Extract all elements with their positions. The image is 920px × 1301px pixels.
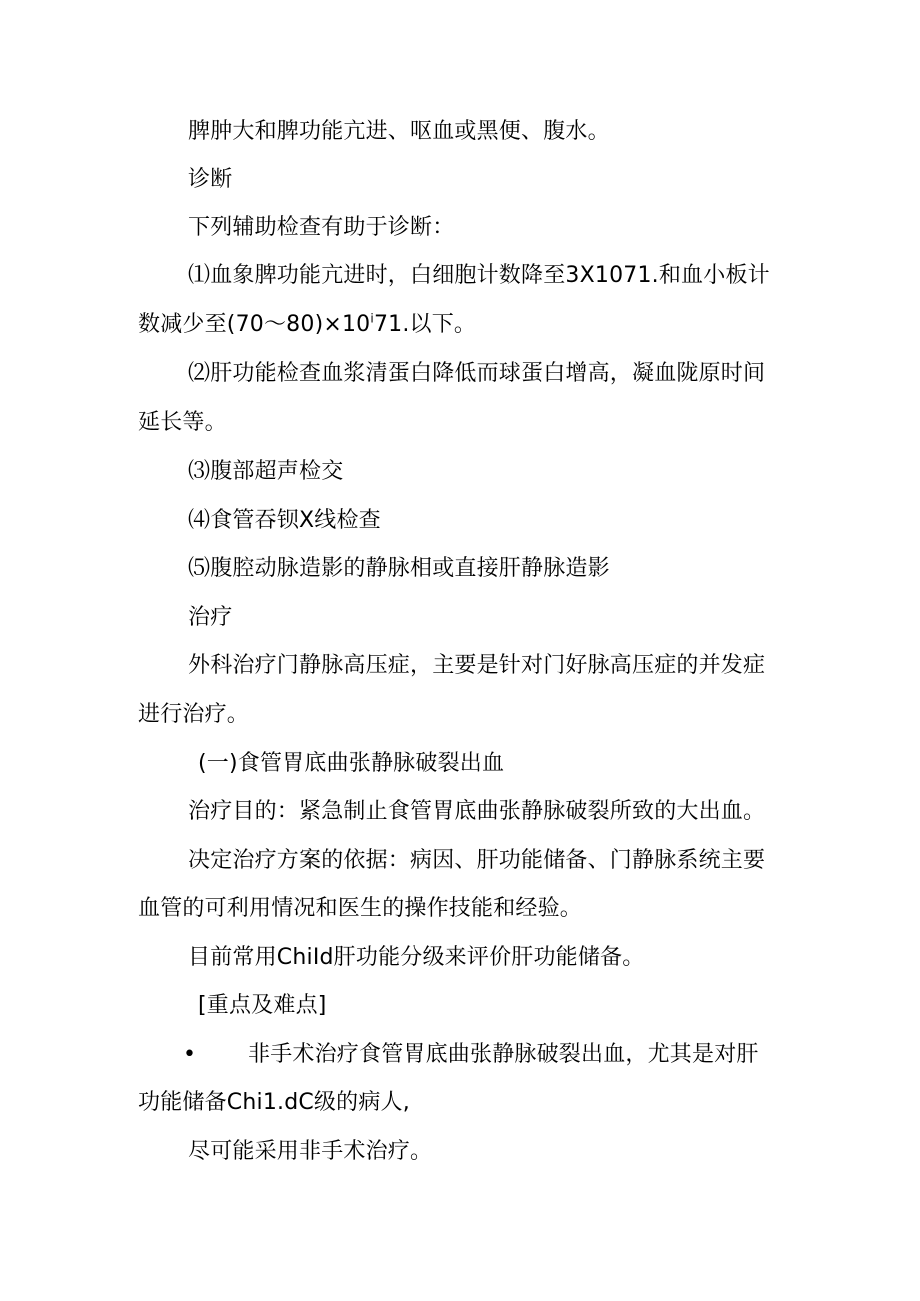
paragraph-surgical-treatment-line-1: 外科治疗门静脉高压症，主要是针对门好脉高压症的并发症 (188, 653, 766, 678)
paragraph-aux-exams-intro: 下列辅助检查有助于诊断： (188, 215, 455, 240)
list-item-4: ⑷食管吞钡X线检查 (188, 508, 381, 533)
list-item-1-superscript: i (370, 311, 374, 326)
list-item-1-text-a: 数减少至(70〜80)×10 (138, 312, 371, 337)
paragraph-non-surgical: 尽可能采用非手术治疗。 (188, 1139, 433, 1164)
list-item-1-text-b: 71.以下。 (373, 312, 477, 337)
list-item-5: ⑸腹腔动脉造影的静脉相或直接肝静脉造影 (188, 556, 610, 581)
section-heading-bleeding: (一)食管胃底曲张静脉破裂出血 (198, 751, 505, 776)
list-item-2-line-1: ⑵肝功能检查血浆清蛋白降低而球蛋白增高，凝血陇原时间 (188, 361, 766, 386)
paragraph-treatment-goal: 治疗目的：紧急制止食管胃底曲张静脉破裂所致的大出血。 (188, 799, 766, 824)
paragraph-symptoms: 脾肿大和脾功能亢进、呕血或黑便、腹水。 (188, 119, 610, 144)
list-item-3: ⑶腹部超声检交 (188, 459, 344, 484)
bullet-item-line-2: 功能储备Chi1.dC级的病人, (138, 1090, 410, 1115)
heading-treatment: 治疗 (188, 605, 233, 630)
list-item-1-line-2 (138, 311, 476, 339)
heading-key-points: [重点及难点] (198, 993, 327, 1018)
paragraph-child-grading: 目前常用ChiId肝功能分级来评价肝功能储备。 (188, 945, 645, 970)
paragraph-surgical-treatment-line-2: 进行治疗。 (138, 702, 250, 727)
list-item-2-line-2: 延长等。 (138, 410, 227, 435)
paragraph-basis-line-2: 血管的可利用情况和医生的操作技能和经验。 (138, 896, 583, 921)
paragraph-basis-line-1: 决定治疗方案的依据：病因、肝功能储备、门静脉系统主要 (188, 848, 766, 873)
bullet-marker: • (183, 1042, 197, 1067)
bullet-item-line-1: 非手术治疗食管胃底曲张静脉破裂出血，尤其是对肝 (248, 1042, 759, 1067)
list-item-1-line-1: ⑴血象脾功能亢进时，白细胞计数降至3X1071.和血小板计 (188, 263, 770, 288)
heading-diagnosis: 诊断 (188, 167, 233, 192)
